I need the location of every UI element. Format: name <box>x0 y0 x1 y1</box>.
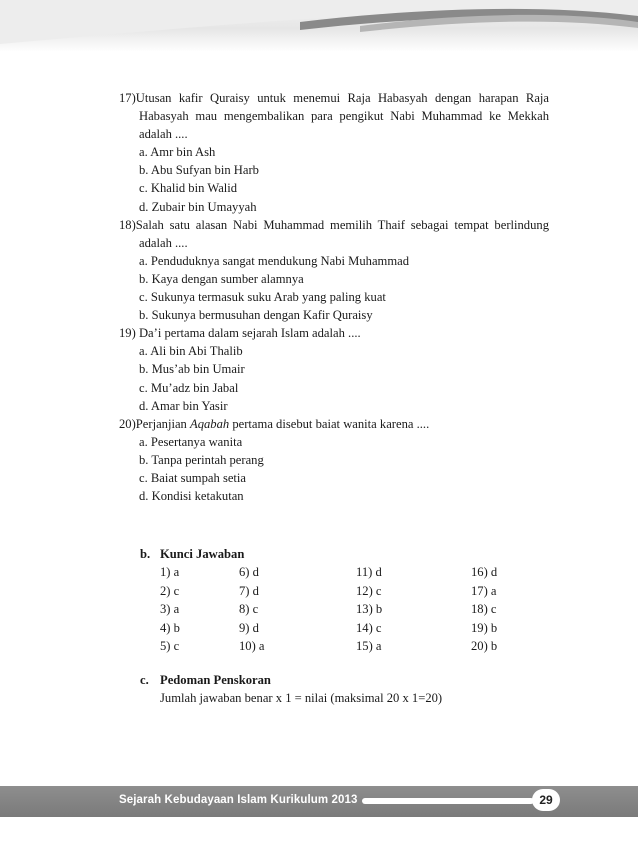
answer-cell: 6) d <box>239 565 259 580</box>
question-list <box>119 89 549 505</box>
answer-cell: 3) a <box>160 602 180 617</box>
option: c. Mu’adz bin Jabal <box>139 380 239 395</box>
section-letter: c. <box>140 673 149 687</box>
question-20 <box>119 415 549 505</box>
answer-cell: 1) a <box>160 565 180 580</box>
question-number: 20) <box>119 416 136 431</box>
section-title: Pedoman Penskoran <box>160 673 271 687</box>
answer-cell: 11) d <box>356 565 382 580</box>
question-text-end: pertama disebut baiat wanita karena .... <box>229 416 430 431</box>
question-17 <box>119 89 549 216</box>
answer-cell: 4) b <box>160 620 180 635</box>
option: a. Penduduknya sangat mendukung Nabi Muhammad <box>139 253 410 268</box>
question-18 <box>119 216 549 325</box>
answer-cell: 12) c <box>356 583 382 598</box>
scoring-heading <box>140 671 570 689</box>
question-number: 17) <box>119 91 136 105</box>
question-text: Utusan kafir Quraisy untuk menemui Raja Habasyah dengan harapan Raja Habasyah mau mengembalikan para pengikut Nabi Muhammad ke Mekkah adalah .... <box>135 91 549 142</box>
answer-cell: 14) c <box>356 620 382 635</box>
scoring-formula: Jumlah jawaban benar x 1 = nilai (maksimal 20 x 1=20) <box>160 691 443 706</box>
scoring-section <box>140 671 570 708</box>
option: c. Sukunya termasuk suku Arab yang paling kuat <box>139 290 386 305</box>
option: d. Kondisi ketakutan <box>139 489 244 504</box>
answer-cell: 2) c <box>160 583 180 598</box>
answer-key-table <box>160 563 560 655</box>
option: b. Tanpa perintah perang <box>139 452 264 467</box>
option: a. Ali bin Abi Thalib <box>139 344 243 359</box>
footer-book-title: Sejarah Kebudayaan Islam Kurikulum 2013 <box>119 794 358 806</box>
option: c. Baiat sumpah setia <box>139 470 247 485</box>
answer-cell: 20) b <box>471 639 498 654</box>
question-text: Salah satu alasan Nabi Muhammad memilih Thaif sebagai tempat berlindung adalah .... <box>135 217 549 250</box>
question-text-start: Perjanjian <box>135 416 191 431</box>
answer-key-heading <box>140 545 560 563</box>
question-19 <box>119 324 549 414</box>
question-text: Da’i pertama dalam sejarah Islam adalah .... <box>135 326 361 341</box>
page-number: 29 <box>532 789 560 811</box>
answer-cell: 8) c <box>239 602 259 617</box>
header-swoosh <box>0 0 638 60</box>
answer-cell: 9) d <box>239 620 259 635</box>
answer-cell: 19) b <box>471 620 498 635</box>
section-letter: b. <box>140 547 151 561</box>
option: b. Mus’ab bin Umair <box>139 362 245 377</box>
answer-cell: 10) a <box>239 639 265 654</box>
section-title: Kunci Jawaban <box>160 547 245 561</box>
answer-cell: 13) b <box>356 602 383 617</box>
question-number: 18) <box>119 217 136 232</box>
option: b. Kaya dengan sumber alamnya <box>139 271 304 286</box>
answer-cell: 17) a <box>471 583 497 598</box>
answer-key-section <box>140 545 560 655</box>
option: b. Abu Sufyan bin Harb <box>139 163 259 178</box>
option: d. Zubair bin Umayyah <box>139 199 257 214</box>
option: a. Pesertanya wanita <box>139 434 243 449</box>
question-number: 19) <box>119 326 136 341</box>
answer-cell: 15) a <box>356 639 382 654</box>
answer-cell: 7) d <box>239 583 259 598</box>
answer-cell: 16) d <box>471 565 498 580</box>
option: b. Sukunya bermusuhan dengan Kafir Quraisy <box>139 308 373 323</box>
answer-cell: 18) c <box>471 602 497 617</box>
question-text-italic: Aqabah <box>190 416 230 431</box>
answer-cell: 5) c <box>160 639 180 654</box>
footer-divider <box>362 798 534 804</box>
option: d. Amar bin Yasir <box>139 398 228 413</box>
option: c. Khalid bin Walid <box>139 181 238 196</box>
option: a. Amr bin Ash <box>139 145 216 160</box>
